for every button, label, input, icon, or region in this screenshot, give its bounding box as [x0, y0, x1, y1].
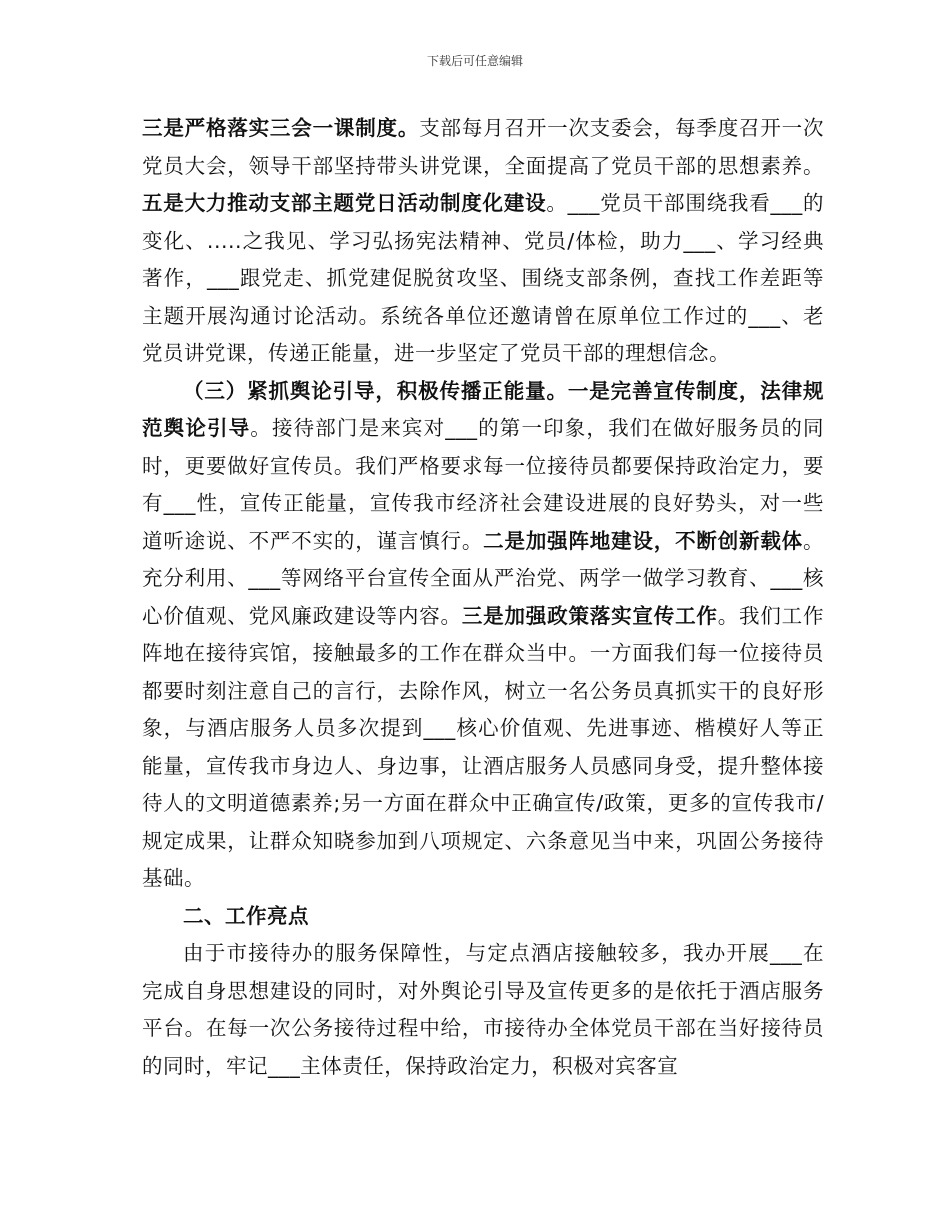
section-heading: 二、工作亮点 — [183, 903, 309, 928]
paragraph-2 — [142, 373, 824, 898]
text-run: 。我们工作阵地在接待宾馆，接触最多的工作在群众当中。一方面我们每一位接待员都要时刻注意自己的言行，去除作风，树立一名公务员真抓实干的良好形象，与酒店服务人员多次提到___核心价值观、先进事迹、楷模好人等正能量，宣传我市身边人、身边事，让酒店服务人员感同身受，提升整体接待人的文明道德素养;另一方面在群众中正确宣传/政策，更多的宣传我市/规定成果，让群众知晓参加到八项规定、六条意见当中来，巩固公务接待基础。 — [142, 603, 825, 890]
paragraph-4 — [142, 935, 824, 1085]
text-run: 。___党员干部围绕我看___的变化、.....之我见、学习弘扬宪法精神、党员/体检，助力___、学习经典著作，___跟党走、抓党建促脱贫攻坚、围绕支部条例，查找工作差距等主题开展沟通讨论活动。系统各单位还邀请曾在原单位工作过的___、老党员讲党课，传递正能量，进一步坚定了党员干部的理想信念。 — [142, 191, 825, 365]
bold-heading: 五是大力推动支部主题党日活动制度化建设 — [142, 191, 547, 215]
text-run: 。接待部门是来宾对___的第一印象，我们在做好服务员的同时，更要做好宣传员。我们严格要求每一位接待员都要保持政治定力，要有___性，宣传正能量，宣传我市经济社会建设进展的良好势头，对一些道听途说、不严不实的，谨言慎行。 — [142, 416, 825, 553]
bold-heading: 三是严格落实三会一课制度。 — [142, 116, 420, 140]
bold-heading: 三是加强政策落实宣传工作 — [461, 603, 718, 628]
paragraph-1 — [142, 110, 824, 373]
text-run: 。充分利用、___等网络平台宣传全面从严治党、两学一做学习教育、___核心价值观、党风廉政建设等内容。 — [142, 528, 825, 628]
text-run: 支部每月召开一次支委会，每季度召开一次党员大会，领导干部坚持带头讲党课，全面提高了党员干部的思想素养。 — [142, 116, 825, 178]
text-run: 由于市接待办的服务保障性，与定点酒店接触较多，我办开展___在完成自身思想建设的同时，对外舆论引导及宣传更多的是依托于酒店服务平台。在每一次公务接待过程中给，市接待办全体党员干部在当好接待员的同时，牢记___主体责任，保持政治定力，积极对宾客宣 — [142, 941, 824, 1078]
bold-heading: 二是加强阵地建设，不断创新载体 — [483, 528, 804, 553]
section-heading: （三）紧抓舆论引导，积极传播正能量。一是完善宣传制度，法律规范舆论引导 — [142, 378, 824, 440]
document-body — [142, 110, 824, 1085]
section-title — [142, 898, 824, 936]
page-header: 下载后可任意编辑 — [426, 54, 523, 68]
